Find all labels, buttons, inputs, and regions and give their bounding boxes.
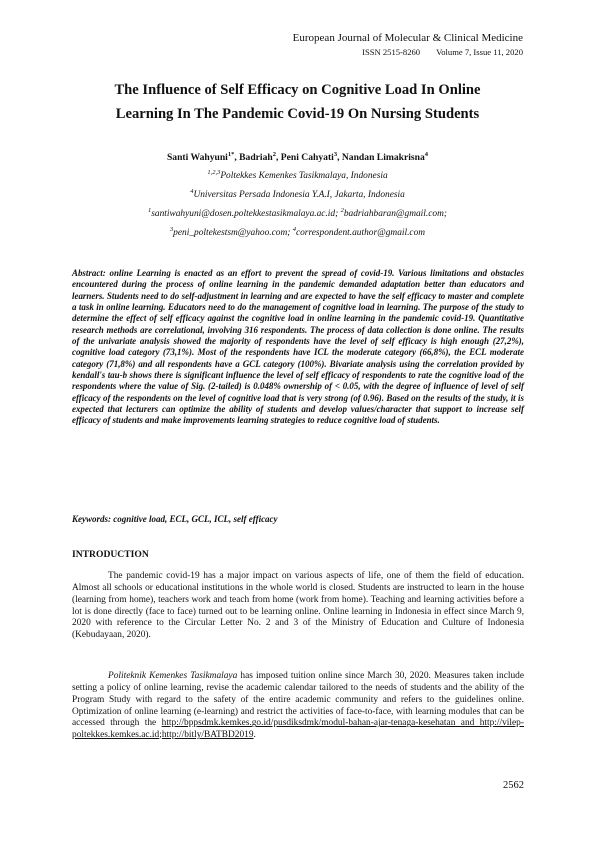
email-text: santiwahyuni@dosen.poltekkestasikmalaya.ac.id; <box>151 209 341 219</box>
email-sup: 4 <box>292 225 296 233</box>
author-sup: 3 <box>333 150 338 158</box>
author-sep: , <box>234 152 240 163</box>
paragraph-end: . <box>253 730 256 741</box>
email-line <box>60 227 535 239</box>
bitly-link[interactable]: http://bitly/BATBD2019 <box>161 730 254 741</box>
volume-issue: Volume 7, Issue 11, 2020 <box>436 47 523 57</box>
title-line-1: The Influence of Self Efficacy on Cognitive Load In Online <box>114 82 481 98</box>
author-sep: , <box>337 152 342 163</box>
title-line-2: Learning In The Pandemic Covid-19 On Nursing Students <box>115 106 480 122</box>
email-text: badriahbaran@gmail.com; <box>343 209 447 219</box>
section-heading: INTRODUCTION <box>72 549 149 560</box>
email-sup: 3 <box>169 225 174 233</box>
link-separator: ; <box>159 730 162 741</box>
author-sup: 2 <box>272 150 276 158</box>
paragraph-text: The pandemic covid-19 has a major impact on various aspects of life, one of them the field of education. Almost all schools or educational institutions in the whole world is closed. Students are instructed to learn in the house (learning from home), teachers work and teach from home (work from home). Teaching and learning activities before a lot is done directly (face to face) turned out to be learning online. Online learning in Indonesia in effect since March 9, 2020 with reference to the Circular Letter No. 2 and 3 of the Ministry of Education and Culture of Indonesia (Kebudayaan, 2020). <box>72 571 524 641</box>
journal-name: European Journal of Molecular & Clinical Medicine <box>292 32 523 44</box>
affiliation-sup: 1,2,3 <box>207 168 221 176</box>
affiliation-sup: 4 <box>190 187 194 195</box>
intro-paragraph-1 <box>72 571 524 642</box>
institution-name: Politeknik Kemenkes Tasikmalaya <box>108 671 238 681</box>
email-sup: 2 <box>340 206 344 214</box>
issn: ISSN 2515-8260 <box>362 47 421 57</box>
author-name: Santi Wahyuni <box>166 152 228 163</box>
paper-title <box>60 78 535 126</box>
email-line <box>60 208 535 220</box>
author-sup: 4 <box>424 150 429 158</box>
page-number: 2562 <box>503 780 524 791</box>
author-sup: 1* <box>227 150 235 158</box>
author-name: Badriah <box>239 152 273 163</box>
author-list <box>60 152 535 164</box>
affiliation-text: Universitas Persada Indonesia Y.A.I, Jakarta, Indonesia <box>193 190 405 200</box>
email-text: correspondent.author@gmail.com <box>295 228 426 238</box>
author-sep: , <box>275 152 281 163</box>
intro-paragraph-2 <box>72 671 524 742</box>
abstract: Abstract: online Learning is enacted as an effort to prevent the spread of covid-19. Various limitations and obstacles encountered during the process of online learning in the pandemic demanded adaptation better than educators and learners. Students need to do self-adjustment in learning and are expected to have the self efficacy to master and complete a task in online learning. Educators need to do the management of cognitive load in learning. The purpose of the study to determine the effect of self efficacy against the cognitive load in online learning in the pandemic covid-19. Quantitative research methods are correlational, involving 316 respondents. The process of data collection is done online. The results of the univariate analysis showed the majority of respondents have the level of self efficacy is high enough (27,2%), cognitive load category (73,1%). Most of the respondents have ICL the moderate category (66,8%), the ECL moderate category (71,8%) and all respondents have a GCL category (100%). Bivariate analysis using the correlation provided by kendall's tau-b shows there is significant influence the level of self efficacy of respondents to rate the cognitive load of the respondents where the value of Sig. (2-tailed) is 0.048% ownership of < 0.05, with the degree of influence of level of self efficacy of the respondents on the level of cognitive load that is very strong (of 0.96). Based on the results of the study, it is expected that lecturers can optimize the ability of students and develop values/character that support to increase self efficacy of students and make improvements learning strategies to reduce cognitive load of students. <box>72 268 524 426</box>
author-name: Nandan Limakrisna <box>341 152 425 163</box>
affiliation <box>60 170 535 182</box>
author-name: Peni Cahyati <box>280 152 334 163</box>
affiliation <box>60 189 535 201</box>
paragraph-text: has imposed tuition online since March 30, 2020. Measures taken include setting a policy of online learning, revise the academic calendar tailored to the needs of students and the ability of the Program Study with regard to the safety of the entire academic community and refers to the guidelines online. Optimization of online learning (e-learning) and restrict the activities of face-to-face, with learning modules that can be accessed through the <box>72 671 525 729</box>
issue-line <box>0 47 523 58</box>
module-link[interactable]: http://bppsdmk.kemkes.go.id/pusdiksdmk/modul-bahan-ajar-tenaga-kesehatan and http://vilep-poltekkes.kemkes.ac.id <box>72 718 524 741</box>
affiliation-text: Poltekkes Kemenkes Tasikmalaya, Indonesia <box>220 171 388 181</box>
email-sup: 1 <box>148 206 152 214</box>
keywords: Keywords: cognitive load, ECL, GCL, ICL, self efficacy <box>72 514 278 524</box>
email-text: peni_poltekestsm@yahoo.com; <box>173 228 293 238</box>
